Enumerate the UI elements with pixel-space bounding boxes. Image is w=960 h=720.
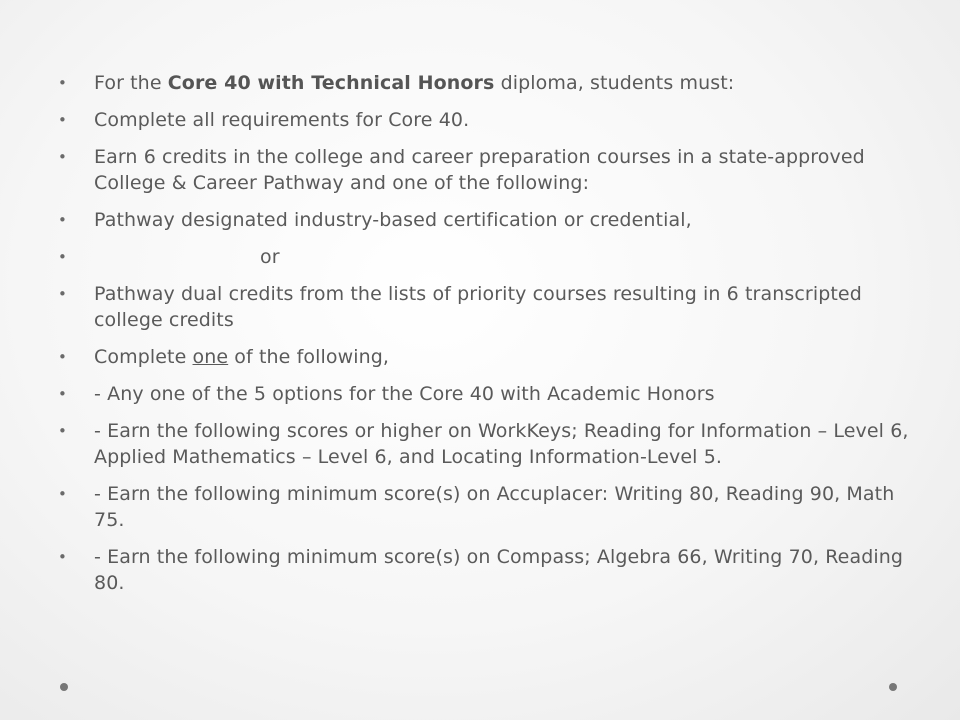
bullet-item <box>58 344 918 370</box>
bullet-text-or: or <box>260 246 280 268</box>
decorative-dot-icon <box>60 683 68 691</box>
bullet-list <box>58 70 918 607</box>
bullet-text: For the Core 40 with Technical Honors diploma, students must: <box>94 72 735 94</box>
decorative-dot-icon <box>889 683 897 691</box>
bullet-text: - Earn the following scores or higher on WorkKeys; Reading for Information – Level 6, Applied Mathematics – Level 6, and Locating Information-Level 5. <box>94 420 909 468</box>
bullet-text: Earn 6 credits in the college and career preparation courses in a state-approved College & Career Pathway and one of the following: <box>94 146 865 194</box>
bullet-icon: • <box>58 348 67 366</box>
bullet-icon: • <box>58 248 67 266</box>
bullet-icon: • <box>58 385 67 403</box>
bullet-icon: • <box>58 548 67 566</box>
diploma-name: Core 40 with Technical Honors <box>167 72 495 94</box>
bullet-item <box>58 381 918 407</box>
bullet-text: Pathway dual credits from the lists of priority courses resulting in 6 transcripted college credits <box>94 283 862 331</box>
bullet-text: Pathway designated industry-based certification or credential, <box>94 209 692 231</box>
bullet-text: - Earn the following minimum score(s) on Compass; Algebra 66, Writing 70, Reading 80. <box>94 546 904 594</box>
bullet-icon: • <box>58 485 67 503</box>
bullet-item <box>58 207 918 233</box>
bullet-item <box>58 418 918 470</box>
bullet-text: Complete one of the following, <box>94 346 390 368</box>
bullet-icon: • <box>58 74 67 92</box>
bullet-item <box>58 70 918 96</box>
bullet-icon: • <box>58 422 67 440</box>
bullet-icon: • <box>58 111 67 129</box>
bullet-icon: • <box>58 211 67 229</box>
bullet-item <box>58 544 918 596</box>
bullet-icon: • <box>58 148 67 166</box>
bullet-item <box>58 144 918 196</box>
bullet-text: - Any one of the 5 options for the Core 40 with Academic Honors <box>94 383 715 405</box>
bullet-text: - Earn the following minimum score(s) on Accuplacer: Writing 80, Reading 90, Math 75. <box>94 483 895 531</box>
bullet-item <box>58 244 918 270</box>
underlined-one: one <box>192 346 229 368</box>
bullet-item <box>58 481 918 533</box>
bullet-item <box>58 281 918 333</box>
bullet-icon: • <box>58 285 67 303</box>
bullet-text: Complete all requirements for Core 40. <box>94 109 470 131</box>
bullet-item <box>58 107 918 133</box>
